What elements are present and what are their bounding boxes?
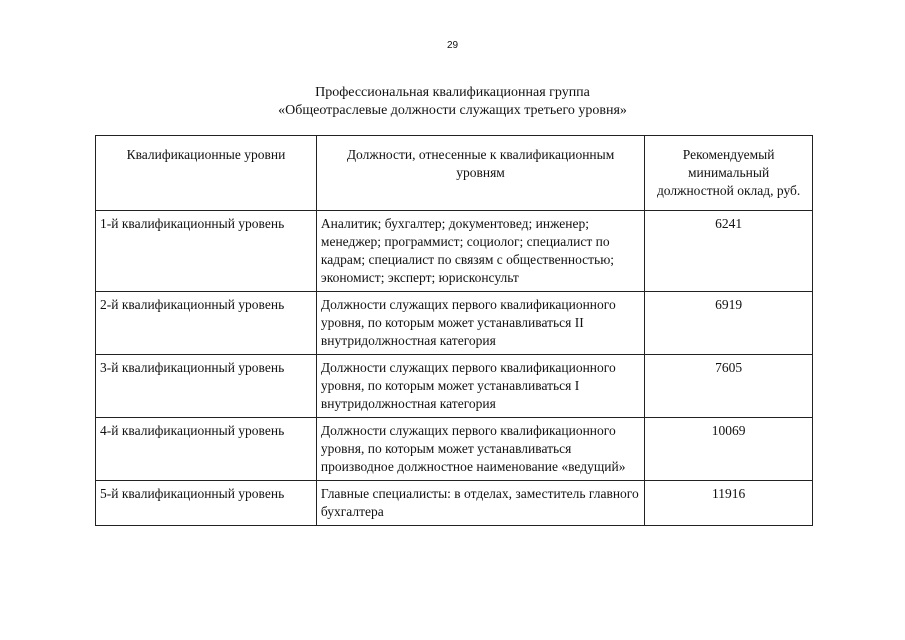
salary-cell: 7605: [645, 355, 813, 418]
page-number: 29: [446, 40, 459, 51]
salary-cell: 6241: [645, 211, 813, 292]
level-cell: 4-й квалификационный уровень: [96, 418, 317, 481]
salary-cell: 6919: [645, 292, 813, 355]
positions-cell: Должности служащих первого квалификационного уровня, по которым может устанавливаться I внутридолжностная категория: [316, 355, 644, 418]
positions-cell: Должности служащих первого квалификационного уровня, по которым может устанавливаться II внутридолжностная категория: [316, 292, 644, 355]
title-line-2: «Общеотраслевые должности служащих третьего уровня»: [278, 103, 627, 118]
positions-cell: Главные специалисты: в отделах, заместитель главного бухгалтера: [316, 481, 644, 526]
qualification-table: [95, 135, 813, 526]
document-title: [0, 84, 905, 120]
title-line-1: Профессиональная квалификационная группа: [315, 85, 590, 100]
header-levels: Квалификационные уровни: [96, 136, 317, 211]
level-cell: 3-й квалификационный уровень: [96, 355, 317, 418]
table-row: [96, 418, 813, 481]
level-cell: 2-й квалификационный уровень: [96, 292, 317, 355]
positions-cell: Должности служащих первого квалификационного уровня, по которым может устанавливаться производное должностное наименование «ведущий»: [316, 418, 644, 481]
level-cell: 5-й квалификационный уровень: [96, 481, 317, 526]
header-positions: Должности, отнесенные к квалификационным уровням: [316, 136, 644, 211]
table-row: [96, 292, 813, 355]
table-row: [96, 481, 813, 526]
level-cell: 1-й квалификационный уровень: [96, 211, 317, 292]
salary-cell: 11916: [645, 481, 813, 526]
salary-cell: 10069: [645, 418, 813, 481]
table-row: [96, 355, 813, 418]
table-row: [96, 211, 813, 292]
header-salary: Рекомендуемый минимальный должностной оклад, руб.: [645, 136, 813, 211]
table-header-row: [96, 136, 813, 211]
positions-cell: Аналитик; бухгалтер; документовед; инженер; менеджер; программист; социолог; специалист по кадрам; специалист по связям с общественностью; экономист; эксперт; юрисконсульт: [316, 211, 644, 292]
